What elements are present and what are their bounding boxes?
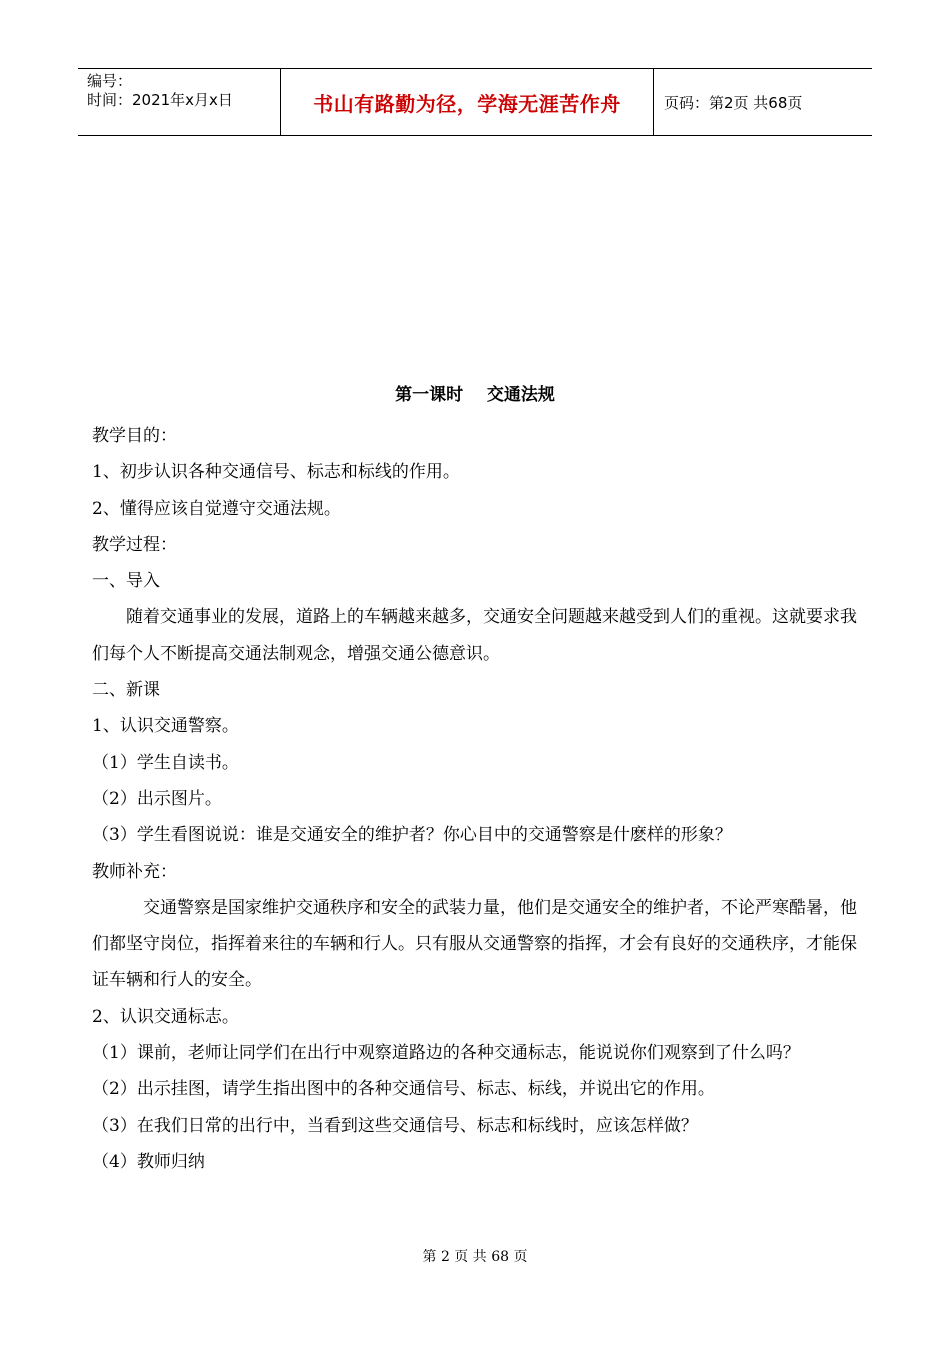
lesson-title: 第一课时 交通法规 bbox=[395, 385, 555, 405]
section-heading-objectives: 教学目的： bbox=[92, 426, 177, 446]
subheading-traffic-signs: 2、认识交通标志。 bbox=[92, 1006, 239, 1027]
objective-item: 1、初步认识各种交通信号、标志和标线的作用。 bbox=[92, 462, 460, 483]
document-number-label: 编号： bbox=[87, 72, 133, 90]
list-item: （2）出示挂图，请学生指出图中的各种交通信号、标志、标线，并说出它的作用。 bbox=[92, 1079, 715, 1100]
section-heading-process: 教学过程： bbox=[92, 534, 177, 555]
document-body bbox=[92, 418, 862, 1180]
teacher-supplement-label: 教师补充： bbox=[92, 861, 177, 882]
subheading-traffic-police: 1、认识交通警察。 bbox=[92, 716, 239, 737]
header-motto: 书山有路勤为径，学海无涯苦作舟 bbox=[281, 69, 654, 135]
step-heading-intro: 一、导入 bbox=[92, 571, 160, 592]
page-header bbox=[78, 68, 872, 136]
list-item: （1）课前，老师让同学们在出行中观察道路边的各种交通标志，能说说你们观察到了什么吗？ bbox=[92, 1043, 800, 1064]
list-item: （3）在我们日常的出行中，当看到这些交通信号、标志和标线时，应该怎样做？ bbox=[92, 1115, 698, 1136]
header-meta-cell bbox=[78, 69, 281, 135]
list-item: （4）教师归纳 bbox=[92, 1151, 205, 1172]
objective-item: 2、懂得应该自觉遵守交通法规。 bbox=[92, 498, 341, 519]
list-item: （1）学生自读书。 bbox=[92, 752, 239, 773]
intro-paragraph: 随着交通事业的发展，道路上的车辆越来越多，交通安全问题越来越受到人们的重视。这就要求我们每个人不断提高交通法制观念，增强交通公德意识。 bbox=[92, 607, 857, 664]
document-date: 时间：2021年x月x日 bbox=[87, 91, 233, 109]
list-item: （2）出示图片。 bbox=[92, 788, 222, 809]
header-page-number: 页码：第2页 共68页 bbox=[664, 93, 803, 112]
page-footer: 第 2 页 共 68 页 bbox=[422, 1249, 528, 1265]
list-item: （3）学生看图说说：谁是交通安全的维护者？你心目中的交通警察是什麽样的形象？ bbox=[92, 825, 732, 846]
supplement-paragraph: 交通警察是国家维护交通秩序和安全的武装力量，他们是交通安全的维护者，不论严寒酷暑，他们都坚守岗位，指挥着来往的车辆和行人。只有服从交通警察的指挥，才会有良好的交通秩序，才能保证车辆和行人的安全。 bbox=[92, 897, 857, 991]
step-heading-new-lesson: 二、新课 bbox=[92, 680, 160, 701]
